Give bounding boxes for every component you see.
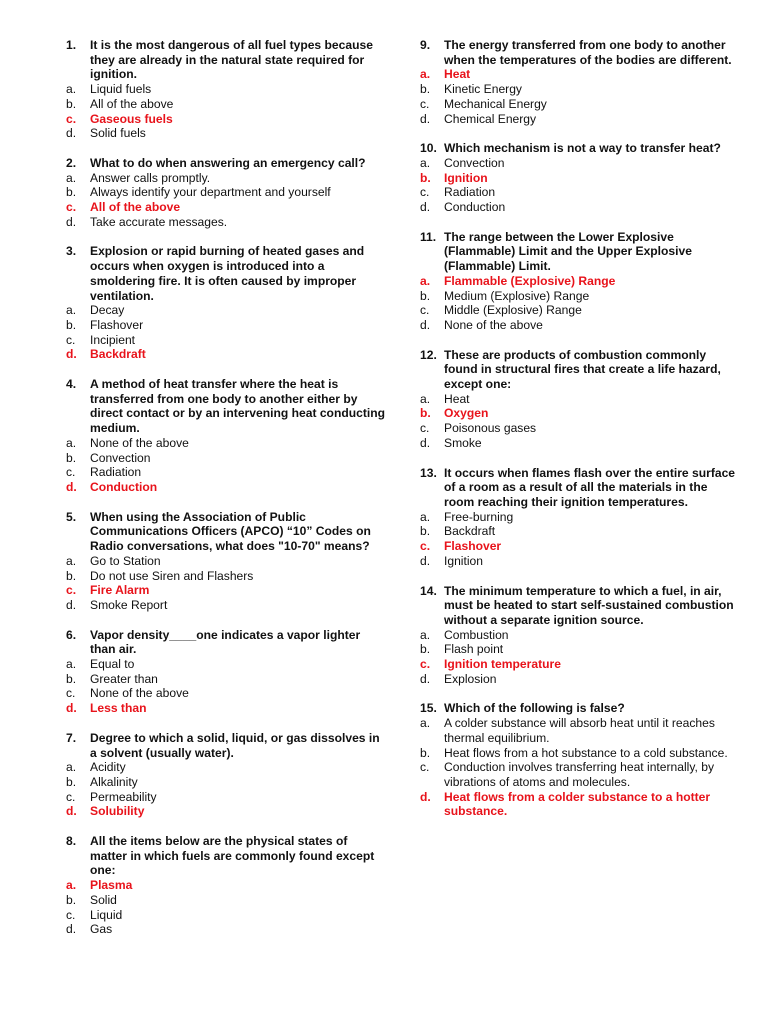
- answer-option: [420, 421, 740, 436]
- option-text: Solubility: [90, 804, 145, 819]
- question-item: [420, 466, 740, 569]
- option-text: Explosion: [444, 671, 497, 686]
- option-text: Take accurate messages.: [90, 214, 228, 229]
- answer-option: [66, 303, 386, 318]
- option-text: Always identify your department and yourself: [90, 185, 331, 200]
- answer-option: [66, 215, 386, 230]
- answer-option-correct: [66, 480, 386, 495]
- question-item: [66, 156, 386, 230]
- answer-option-correct: [66, 804, 386, 819]
- option-text: Liquid: [90, 907, 123, 922]
- option-letter: b.: [420, 170, 431, 185]
- option-text: Oxygen: [444, 406, 489, 421]
- question-number: 8.: [66, 834, 77, 849]
- answer-option-correct: [420, 67, 740, 82]
- option-text: Mechanical Energy: [444, 96, 547, 111]
- option-text: All of the above: [90, 96, 174, 111]
- option-letter: c.: [66, 907, 76, 922]
- answer-option: [66, 554, 386, 569]
- question-number: 3.: [66, 244, 77, 259]
- question-item: [420, 141, 740, 215]
- option-letter: c.: [66, 332, 76, 347]
- option-letter: a.: [420, 155, 431, 170]
- option-text: Alkalinity: [90, 774, 138, 789]
- option-text: Ignition: [444, 170, 488, 185]
- question-text: When using the Association of Public Communications Officers (APCO) “10” Codes on Radio conversations, what does "10-70" means?: [90, 509, 371, 554]
- option-text: Heat: [444, 67, 471, 82]
- option-letter: b.: [66, 317, 77, 332]
- option-letter: a.: [66, 303, 77, 318]
- option-letter: a.: [66, 553, 77, 568]
- option-letter: b.: [66, 96, 77, 111]
- answer-option-correct: [66, 200, 386, 215]
- answer-option: [420, 746, 740, 761]
- option-letter: c.: [66, 111, 77, 126]
- question-number: 14.: [420, 583, 437, 598]
- option-letter: c.: [420, 421, 430, 436]
- answer-option: [420, 628, 740, 643]
- question-number: 7.: [66, 730, 77, 745]
- answer-option: [420, 716, 740, 745]
- question-heading: [66, 156, 386, 171]
- question-item: [66, 731, 386, 819]
- question-number: 15.: [420, 701, 437, 716]
- option-text: Backdraft: [90, 347, 146, 362]
- answer-option: [66, 893, 386, 908]
- option-letter: a.: [66, 878, 77, 893]
- answer-option: [66, 171, 386, 186]
- answer-option: [66, 922, 386, 937]
- option-text: Gas: [90, 922, 113, 937]
- question-number: 4.: [66, 377, 77, 392]
- option-letter: a.: [420, 273, 431, 288]
- answer-option: [420, 436, 740, 451]
- option-text: Acidity: [90, 760, 126, 775]
- right-column: [420, 38, 740, 834]
- question-text: Explosion or rapid burning of heated gases and occurs when oxygen is introduced into a smoldering fire. It is often caused by improper ventilation.: [90, 244, 365, 303]
- option-text: Liquid fuels: [90, 82, 152, 97]
- option-letter: c.: [420, 760, 430, 775]
- question-number: 11.: [420, 229, 437, 244]
- option-letter: d.: [420, 317, 431, 332]
- answer-option: [420, 672, 740, 687]
- option-letter: c.: [66, 583, 77, 598]
- option-letter: b.: [66, 568, 77, 583]
- option-letter: b.: [420, 524, 431, 539]
- question-heading: [420, 466, 740, 510]
- option-letter: a.: [420, 716, 431, 731]
- option-letter: d.: [420, 200, 431, 215]
- option-letter: d.: [66, 347, 77, 362]
- option-letter: b.: [66, 185, 77, 200]
- answer-option: [420, 97, 740, 112]
- option-letter: b.: [420, 406, 431, 421]
- option-letter: a.: [66, 170, 77, 185]
- question-text: What to do when answering an emergency call?: [90, 155, 366, 170]
- left-column: [66, 38, 386, 952]
- option-letter: b.: [66, 671, 77, 686]
- answer-option: [420, 318, 740, 333]
- option-text: Conduction: [90, 479, 158, 494]
- option-letter: c.: [420, 185, 430, 200]
- answer-option: [420, 392, 740, 407]
- question-heading: [66, 834, 386, 878]
- option-letter: c.: [420, 657, 431, 672]
- option-letter: b.: [66, 892, 77, 907]
- answer-option: [66, 908, 386, 923]
- answer-option: [66, 318, 386, 333]
- answer-option: [420, 185, 740, 200]
- option-text: Ignition: [444, 553, 483, 568]
- option-text: A colder substance will absorb heat until it reaches thermal equilibrium.: [444, 716, 715, 745]
- question-item: [420, 38, 740, 126]
- option-text: Flash point: [444, 642, 504, 657]
- answer-option: [420, 554, 740, 569]
- answer-option: [420, 82, 740, 97]
- question-text: The minimum temperature to which a fuel, in air, must be heated to start self-sustained combustion without a separate ignition source.: [444, 583, 734, 627]
- question-item: [66, 834, 386, 937]
- option-text: Convection: [444, 155, 505, 170]
- option-letter: b.: [420, 745, 431, 760]
- answer-option-correct: [420, 657, 740, 672]
- answer-option: [66, 185, 386, 200]
- answer-option: [66, 465, 386, 480]
- option-text: Heat flows from a colder substance to a hotter substance.: [444, 789, 711, 819]
- option-letter: d.: [66, 597, 77, 612]
- option-text: None of the above: [90, 686, 189, 701]
- option-letter: b.: [66, 450, 77, 465]
- option-text: All of the above: [90, 200, 181, 215]
- option-letter: d.: [66, 922, 77, 937]
- option-text: Equal to: [90, 657, 135, 672]
- answer-option: [420, 200, 740, 215]
- answer-option: [420, 760, 740, 789]
- answer-option: [66, 436, 386, 451]
- answer-option-correct: [420, 406, 740, 421]
- option-text: Middle (Explosive) Range: [444, 303, 582, 318]
- answer-option: [66, 760, 386, 775]
- question-text: Vapor density____one indicates a vapor lighter than air.: [90, 627, 361, 657]
- question-item: [420, 230, 740, 333]
- option-text: Solid: [90, 892, 117, 907]
- option-text: Decay: [90, 303, 125, 318]
- question-heading: [420, 348, 740, 392]
- option-text: Flashover: [90, 317, 144, 332]
- question-heading: [66, 731, 386, 760]
- option-letter: d.: [66, 214, 77, 229]
- question-number: 13.: [420, 465, 437, 480]
- question-heading: [420, 584, 740, 628]
- question-item: [420, 584, 740, 687]
- answer-option: [66, 333, 386, 348]
- question-text: Degree to which a solid, liquid, or gas dissolves in a solvent (usually water).: [90, 730, 380, 760]
- question-number: 2.: [66, 155, 77, 170]
- option-text: Plasma: [90, 878, 133, 893]
- question-text: All the items below are the physical states of matter in which fuels are commonly found except one:: [90, 834, 375, 878]
- option-text: Go to Station: [90, 553, 161, 568]
- answer-option: [420, 510, 740, 525]
- option-text: Heat: [444, 391, 470, 406]
- question-text: A method of heat transfer where the heat is transferred from one body to another either by direct contact or by an intervening heat conducting medium.: [90, 377, 385, 436]
- question-heading: [66, 244, 386, 303]
- question-item: [66, 377, 386, 495]
- question-item: [420, 701, 740, 819]
- question-number: 5.: [66, 509, 77, 524]
- option-text: Poisonous gases: [444, 421, 537, 436]
- answer-option-correct: [66, 878, 386, 893]
- option-letter: b.: [66, 774, 77, 789]
- option-letter: d.: [420, 435, 431, 450]
- option-text: Permeability: [90, 789, 157, 804]
- option-letter: a.: [66, 657, 77, 672]
- question-heading: [66, 38, 386, 82]
- question-number: 1.: [66, 38, 77, 52]
- option-text: Incipient: [90, 332, 136, 347]
- question-heading: [420, 701, 740, 716]
- option-letter: a.: [420, 67, 431, 82]
- option-text: Greater than: [90, 671, 158, 686]
- option-letter: d.: [66, 804, 77, 819]
- option-letter: c.: [420, 539, 431, 554]
- option-text: Flammable (Explosive) Range: [444, 273, 616, 288]
- question-text: It is the most dangerous of all fuel types because they are already in the natural state required for ignition.: [90, 38, 373, 82]
- option-letter: c.: [66, 465, 76, 480]
- option-text: Solid fuels: [90, 126, 146, 141]
- answer-option: [420, 289, 740, 304]
- option-letter: a.: [66, 760, 77, 775]
- question-item: [420, 348, 740, 451]
- option-text: Radiation: [444, 185, 496, 200]
- option-letter: d.: [66, 126, 77, 141]
- answer-option-correct: [66, 701, 386, 716]
- option-letter: b.: [420, 82, 431, 97]
- option-letter: a.: [420, 391, 431, 406]
- option-text: Kinetic Energy: [444, 82, 522, 97]
- answer-option-correct: [66, 112, 386, 127]
- option-text: Gaseous fuels: [90, 111, 173, 126]
- option-letter: c.: [420, 303, 430, 318]
- option-text: Ignition temperature: [444, 657, 561, 672]
- answer-option: [420, 156, 740, 171]
- option-text: Conduction: [444, 200, 506, 215]
- option-text: Smoke Report: [90, 597, 168, 612]
- question-item: [66, 244, 386, 362]
- question-item: [66, 628, 386, 716]
- answer-option: [66, 451, 386, 466]
- option-text: Fire Alarm: [90, 583, 150, 598]
- question-number: 6.: [66, 627, 77, 642]
- option-letter: d.: [420, 671, 431, 686]
- answer-option: [66, 775, 386, 790]
- answer-option: [420, 524, 740, 539]
- question-text: It occurs when flames flash over the entire surface of a room as a result of all the materials in the room reaching their ignition temperatures.: [444, 465, 736, 509]
- option-letter: a.: [66, 435, 77, 450]
- question-number: 12.: [420, 347, 437, 362]
- question-text: The energy transferred from one body to another when the temperatures of the bodies are different.: [444, 38, 732, 67]
- option-letter: d.: [420, 789, 431, 804]
- option-text: None of the above: [444, 317, 543, 332]
- question-item: [66, 38, 386, 141]
- answer-option: [66, 569, 386, 584]
- answer-option: [66, 598, 386, 613]
- answer-option-correct: [66, 583, 386, 598]
- option-letter: b.: [420, 288, 431, 303]
- question-heading: [66, 377, 386, 436]
- question-text: The range between the Lower Explosive (Flammable) Limit and the Upper Explosive (Flammable) Limit.: [444, 229, 692, 274]
- option-text: Radiation: [90, 465, 142, 480]
- question-heading: [420, 38, 740, 67]
- option-letter: c.: [420, 96, 430, 111]
- option-text: Less than: [90, 701, 147, 716]
- option-text: Convection: [90, 450, 151, 465]
- option-text: Chemical Energy: [444, 111, 537, 126]
- answer-option-correct: [420, 790, 740, 819]
- question-text: These are products of combustion commonly found in structural fires that create a life hazard, except one:: [444, 347, 721, 392]
- answer-option-correct: [420, 539, 740, 554]
- option-letter: c.: [66, 686, 76, 701]
- option-text: Backdraft: [444, 524, 496, 539]
- question-text: Which of the following is false?: [444, 701, 625, 716]
- option-letter: c.: [66, 789, 76, 804]
- answer-option-correct: [420, 171, 740, 186]
- option-letter: c.: [66, 200, 77, 215]
- question-text: Which mechanism is not a way to transfer heat?: [444, 141, 721, 156]
- answer-option-correct: [66, 347, 386, 362]
- answer-option: [66, 126, 386, 141]
- option-letter: d.: [66, 479, 77, 494]
- option-letter: d.: [66, 701, 77, 716]
- question-item: [66, 510, 386, 613]
- question-heading: [420, 230, 740, 274]
- answer-option-correct: [420, 274, 740, 289]
- option-text: None of the above: [90, 435, 189, 450]
- option-text: Flashover: [444, 539, 502, 554]
- answer-option: [420, 112, 740, 127]
- option-letter: b.: [420, 642, 431, 657]
- question-number: 10.: [420, 141, 437, 156]
- question-number: 9.: [420, 38, 431, 52]
- question-heading: [66, 510, 386, 554]
- answer-option: [420, 303, 740, 318]
- option-text: Heat flows from a hot substance to a cold substance.: [444, 745, 728, 760]
- answer-option: [66, 672, 386, 687]
- option-letter: a.: [66, 82, 77, 97]
- option-letter: d.: [420, 111, 431, 126]
- option-text: Conduction involves transferring heat internally, by vibrations of atoms and molecules.: [444, 760, 715, 789]
- option-letter: a.: [420, 627, 431, 642]
- answer-option: [66, 686, 386, 701]
- answer-option: [420, 642, 740, 657]
- option-text: Medium (Explosive) Range: [444, 288, 590, 303]
- option-text: Combustion: [444, 627, 509, 642]
- answer-option: [66, 790, 386, 805]
- question-heading: [420, 141, 740, 156]
- answer-option: [66, 82, 386, 97]
- option-letter: a.: [420, 509, 431, 524]
- option-text: Do not use Siren and Flashers: [90, 568, 254, 583]
- answer-option: [66, 657, 386, 672]
- answer-option: [66, 97, 386, 112]
- option-text: Smoke: [444, 435, 482, 450]
- option-text: Free-burning: [444, 509, 514, 524]
- option-text: Answer calls promptly.: [90, 170, 211, 185]
- question-heading: [66, 628, 386, 657]
- option-letter: d.: [420, 553, 431, 568]
